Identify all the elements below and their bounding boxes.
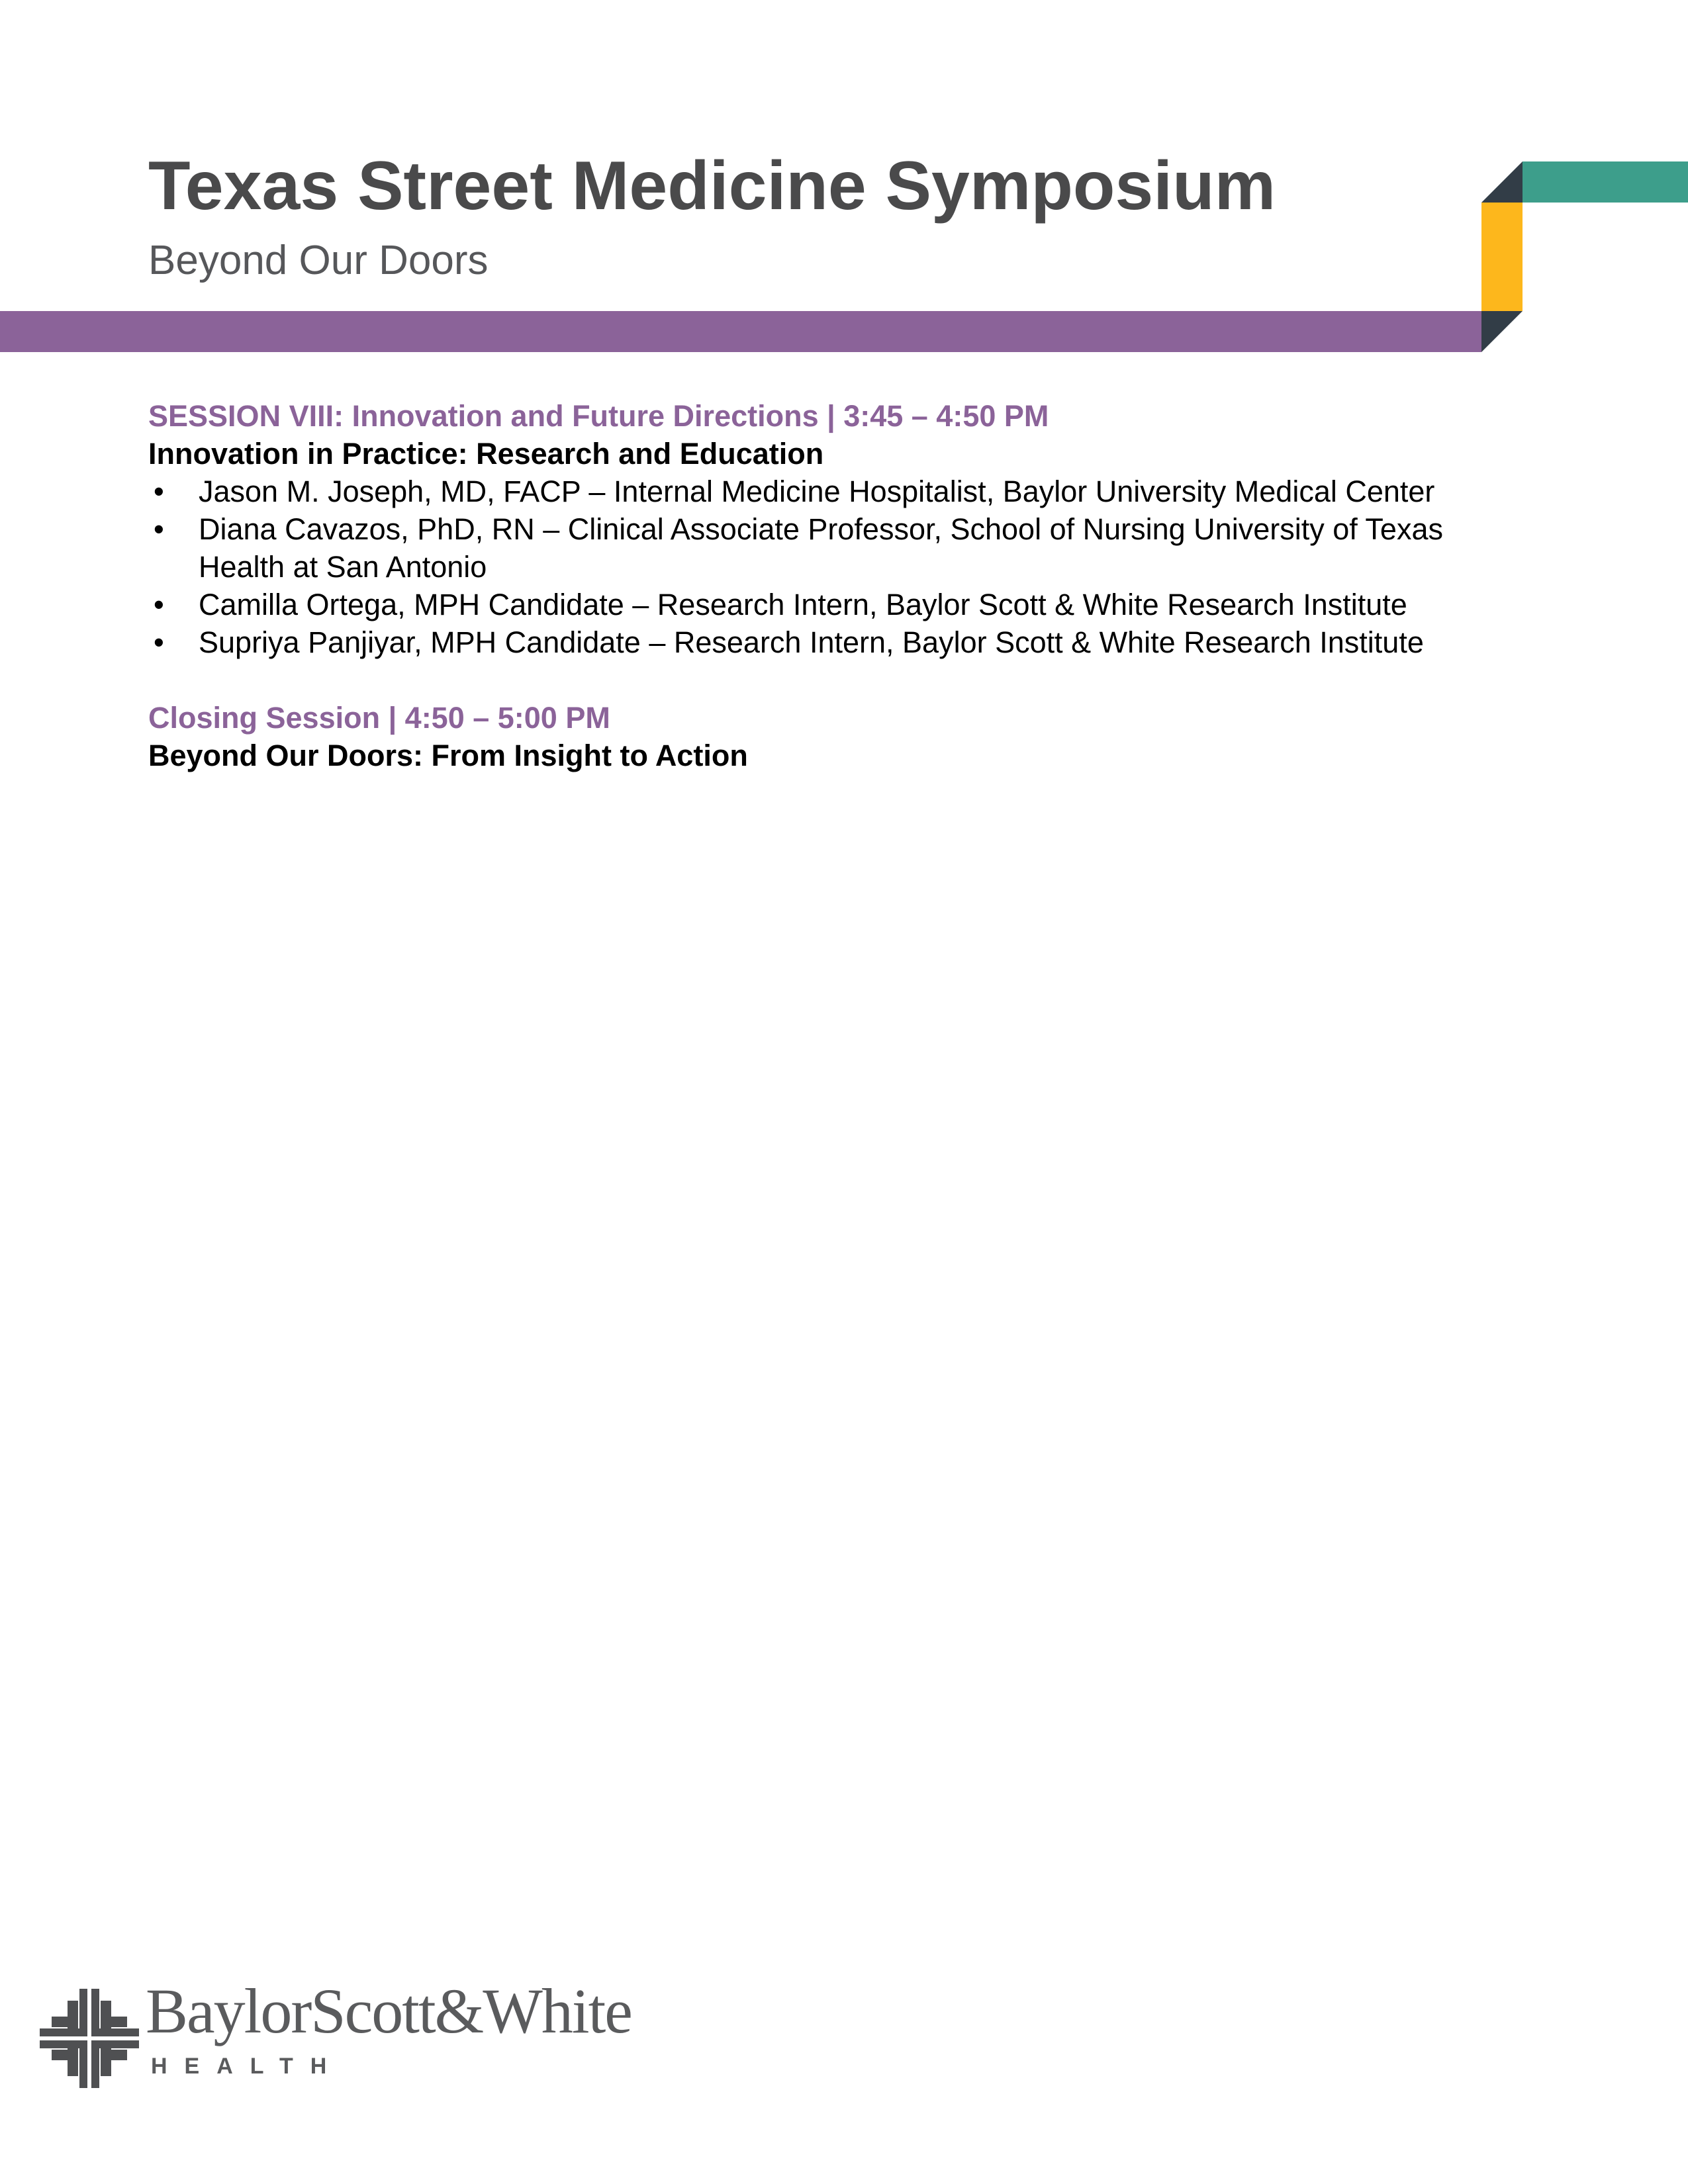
page-title: Texas Street Medicine Symposium (148, 148, 1276, 224)
teal-ribbon (1523, 161, 1688, 203)
speaker-item (148, 586, 1523, 623)
speaker-item (148, 473, 1523, 510)
section-spacer (148, 661, 1538, 699)
speaker-item (148, 623, 1523, 661)
slate-fold-top (1481, 161, 1523, 203)
bullet-icon: • (154, 588, 164, 621)
bullet-icon: • (154, 475, 164, 508)
purple-band (0, 311, 1481, 352)
session-block-closing (148, 699, 1538, 774)
speaker-text: Jason M. Joseph, MD, FACP – Internal Medicine Hospitalist, Baylor University Medical Center (199, 475, 1435, 508)
bullet-icon: • (154, 625, 164, 659)
speaker-list (148, 473, 1538, 661)
agenda-content (148, 397, 1538, 774)
session-heading: Closing Session | 4:50 – 5:00 PM (148, 701, 610, 735)
speaker-text: Camilla Ortega, MPH Candidate – Research Intern, Baylor Scott & White Research Institute (199, 588, 1407, 621)
slate-fold-bottom (1481, 311, 1523, 352)
speaker-item (148, 510, 1523, 586)
logo-subline: HEALTH (151, 2054, 344, 2079)
speaker-text: Supriya Panjiyar, MPH Candidate – Research Intern, Baylor Scott & White Research Institute (199, 625, 1424, 659)
session-title: Beyond Our Doors: From Insight to Action (148, 739, 748, 772)
baylor-scott-white-logo (33, 1976, 632, 2101)
gold-ribbon (1481, 203, 1523, 311)
speaker-text: Diana Cavazos, PhD, RN – Clinical Associate Professor, School of Nursing University of Texas Health at San Antonio (199, 512, 1443, 584)
bullet-icon: • (154, 512, 164, 546)
session-heading: SESSION VIII: Innovation and Future Directions | 3:45 – 4:50 PM (148, 399, 1049, 433)
session-block-8 (148, 397, 1538, 661)
page-subtitle: Beyond Our Doors (148, 238, 489, 283)
logo-wordmark: BaylorScott&White (146, 1976, 632, 2046)
session-title: Innovation in Practice: Research and Education (148, 437, 824, 471)
cross-logo-icon (33, 1982, 146, 2095)
